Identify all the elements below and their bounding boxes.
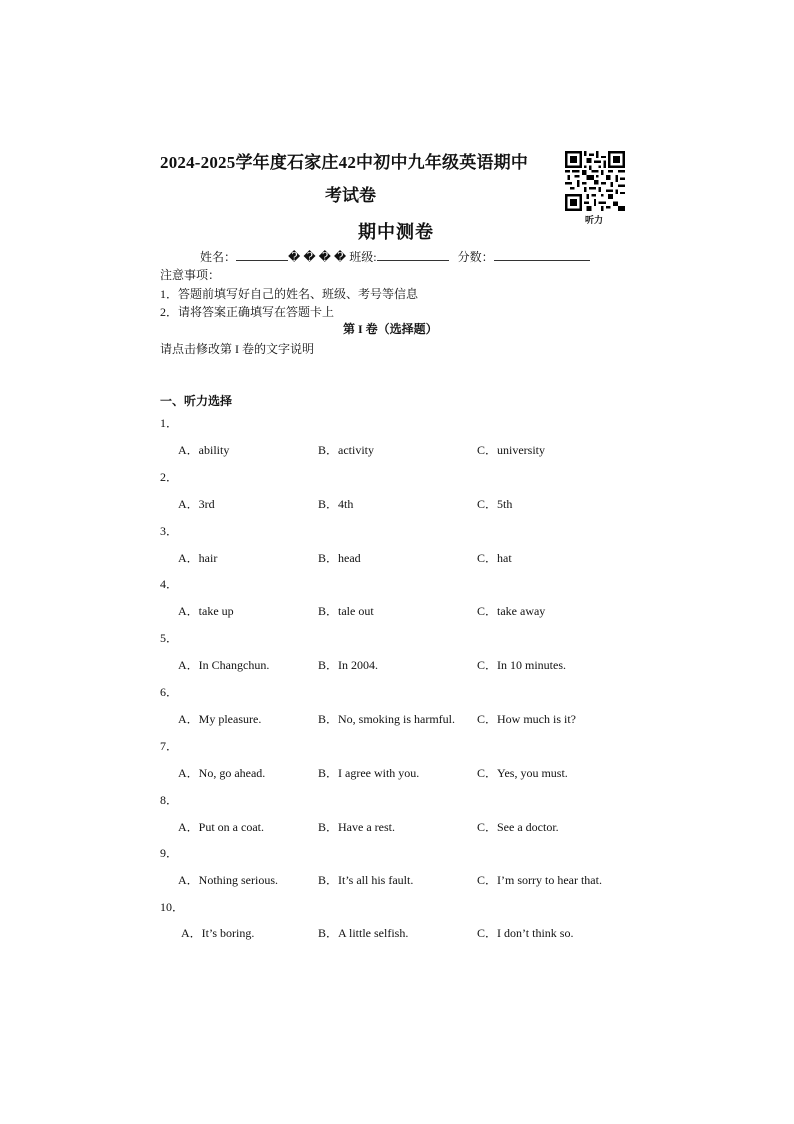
question-number: 8． bbox=[160, 793, 179, 807]
option-b[interactable]: B．No, smoking is harmful. bbox=[318, 712, 455, 726]
class-label: 班级: bbox=[349, 250, 377, 264]
notes-item: 2．请将答案正确填写在答题卡上 bbox=[160, 305, 335, 319]
section-title: 一、听力选择 bbox=[160, 394, 233, 408]
option-a[interactable]: A．hair bbox=[178, 551, 218, 565]
question-number: 4． bbox=[160, 577, 179, 591]
page-subtitle: 期中测卷 bbox=[358, 222, 434, 242]
option-b[interactable]: B．4th bbox=[318, 497, 354, 511]
qr-code-icon[interactable] bbox=[565, 151, 625, 211]
name-garbled-glyphs: � � � � bbox=[288, 250, 347, 264]
notes-item: 1．答题前填写好自己的姓名、班级、考号等信息 bbox=[160, 287, 419, 301]
option-c[interactable]: C．I don’t think so. bbox=[477, 926, 574, 940]
option-b[interactable]: B．head bbox=[318, 551, 361, 565]
part1-title: 第 I 卷（选择题） bbox=[343, 322, 438, 336]
question-number: 5． bbox=[160, 631, 179, 645]
class-field[interactable] bbox=[377, 249, 449, 261]
option-c[interactable]: C．See a doctor. bbox=[477, 820, 559, 834]
option-a[interactable]: A．ability bbox=[178, 443, 230, 457]
option-b[interactable]: B．tale out bbox=[318, 604, 374, 618]
question-number: 7． bbox=[160, 739, 179, 753]
info-line bbox=[200, 248, 590, 265]
score-field[interactable] bbox=[494, 249, 590, 261]
option-b[interactable]: B．In 2004. bbox=[318, 658, 379, 672]
option-a[interactable]: A．Nothing serious. bbox=[178, 873, 278, 887]
option-b[interactable]: B．activity bbox=[318, 443, 374, 457]
option-a[interactable]: A．Put on a coat. bbox=[178, 820, 264, 834]
option-a[interactable]: A．In Changchun. bbox=[178, 658, 270, 672]
name-label: 姓名： bbox=[200, 250, 237, 264]
score-label: 分数： bbox=[457, 250, 494, 264]
option-b[interactable]: B．Have a rest. bbox=[318, 820, 395, 834]
option-c[interactable]: C．hat bbox=[477, 551, 512, 565]
notes-title: 注意事项： bbox=[160, 268, 221, 282]
option-c[interactable]: C．I’m sorry to hear that. bbox=[477, 873, 602, 887]
qr-label: 听力 bbox=[585, 215, 604, 225]
option-c[interactable]: C．In 10 minutes. bbox=[477, 658, 566, 672]
option-b[interactable]: B．A little selfish. bbox=[318, 926, 409, 940]
option-a[interactable]: A．No, go ahead. bbox=[178, 766, 266, 780]
question-number: 2． bbox=[160, 470, 179, 484]
option-c[interactable]: C．How much is it? bbox=[477, 712, 576, 726]
question-number: 9． bbox=[160, 846, 179, 860]
option-a[interactable]: A．My pleasure. bbox=[178, 712, 262, 726]
question-number: 10． bbox=[160, 900, 185, 914]
part1-desc[interactable]: 请点击修改第 I 卷的文字说明 bbox=[160, 342, 314, 356]
option-a[interactable]: A．It’s boring. bbox=[181, 926, 255, 940]
option-a[interactable]: A．take up bbox=[178, 604, 234, 618]
question-number: 6． bbox=[160, 685, 179, 699]
option-a[interactable]: A．3rd bbox=[178, 497, 215, 511]
question-number: 3． bbox=[160, 524, 179, 538]
option-c[interactable]: C．5th bbox=[477, 497, 513, 511]
option-b[interactable]: B．I agree with you. bbox=[318, 766, 420, 780]
exam-title-line1: 2024-2025学年度石家庄42中初中九年级英语期中 bbox=[160, 153, 529, 172]
name-field[interactable] bbox=[236, 249, 288, 261]
question-number: 1． bbox=[160, 416, 179, 430]
exam-title-line2: 考试卷 bbox=[325, 186, 376, 205]
option-c[interactable]: C．take away bbox=[477, 604, 546, 618]
option-c[interactable]: C．Yes, you must. bbox=[477, 766, 568, 780]
option-b[interactable]: B．It’s all his fault. bbox=[318, 873, 414, 887]
option-c[interactable]: C．university bbox=[477, 443, 545, 457]
